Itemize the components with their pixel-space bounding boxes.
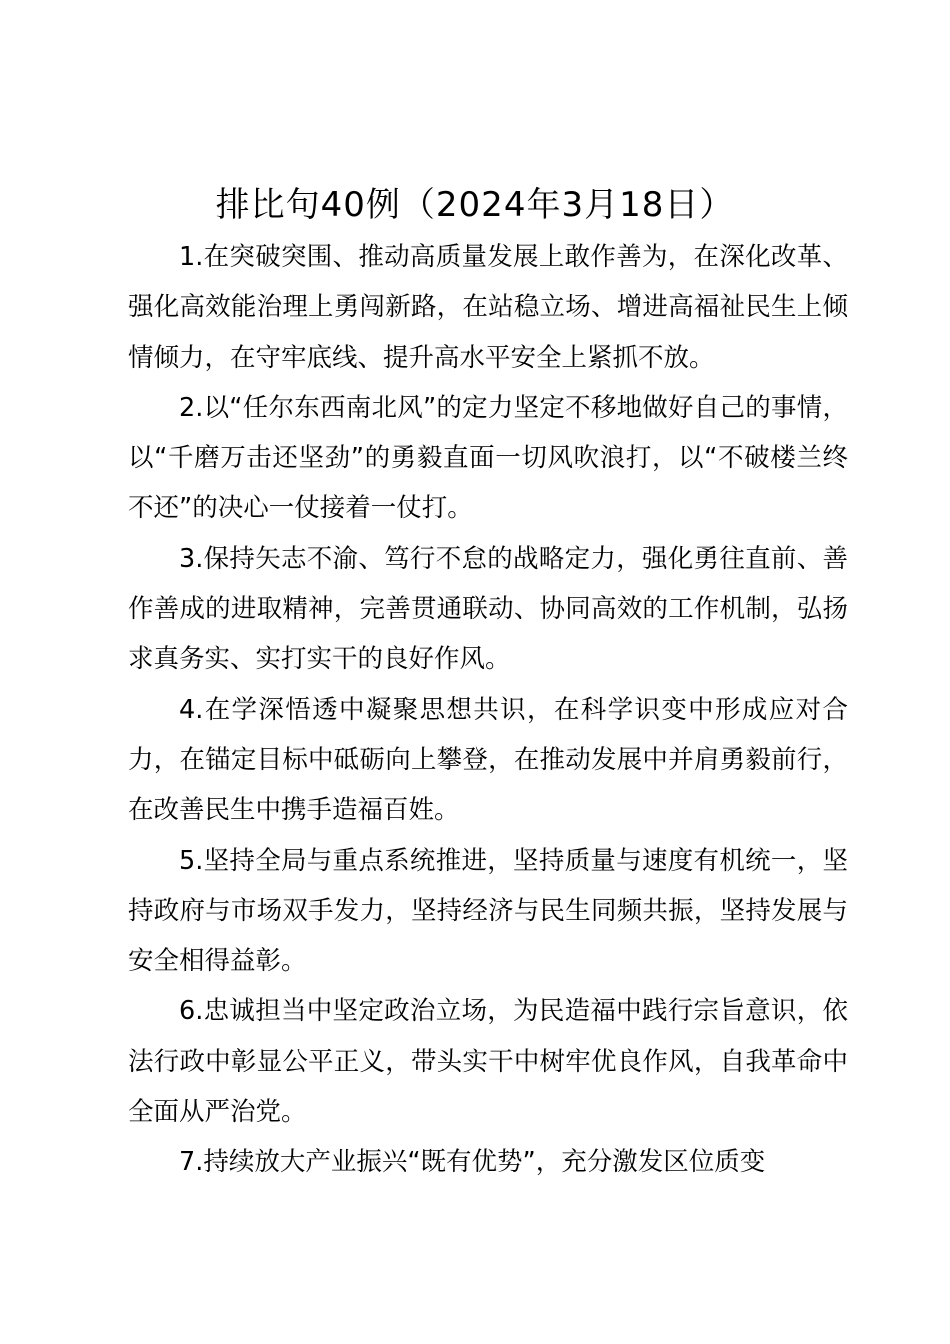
paragraph-4: 4.在学深悟透中凝聚思想共识，在科学识变中形成应对合力，在锚定目标中砥砺向上攀登，在推动发展中并肩勇毅前行，在改善民生中携手造福百姓。 — [128, 694, 848, 826]
paragraph-3: 3.保持矢志不渝、笃行不怠的战略定力，强化勇往直前、善作善成的进取精神，完善贯通联动、协同高效的工作机制，弘扬求真务实、实打实干的良好作风。 — [128, 543, 848, 675]
paragraph-6: 6.忠诚担当中坚定政治立场，为民造福中践行宗旨意识，依法行政中彰显公平正义，带头实干中树牢优良作风，自我革命中全面从严治党。 — [128, 996, 848, 1128]
document-body — [128, 232, 848, 1188]
paragraph-5: 5.坚持全局与重点系统推进，坚持质量与速度有机统一，坚持政府与市场双手发力，坚持经济与民生同频共振，坚持发展与安全相得益彰。 — [128, 845, 848, 977]
paragraph-2: 2.以“任尔东西南北风”的定力坚定不移地做好自己的事情，以“千磨万击还坚劲”的勇毅直面一切风吹浪打，以“不破楼兰终不还”的决心一仗接着一仗打。 — [128, 392, 848, 524]
paragraph-1: 1.在突破突围、推动高质量发展上敢作善为，在深化改革、强化高效能治理上勇闯新路，在站稳立场、增进高福祉民生上倾情倾力，在守牢底线、提升高水平安全上紧抓不放。 — [128, 242, 848, 373]
paragraph-7: 7.持续放大产业振兴“既有优势”，充分激发区位质变 — [179, 1147, 766, 1178]
document-title: 排比句40例（2024年3月18日） — [215, 185, 735, 225]
